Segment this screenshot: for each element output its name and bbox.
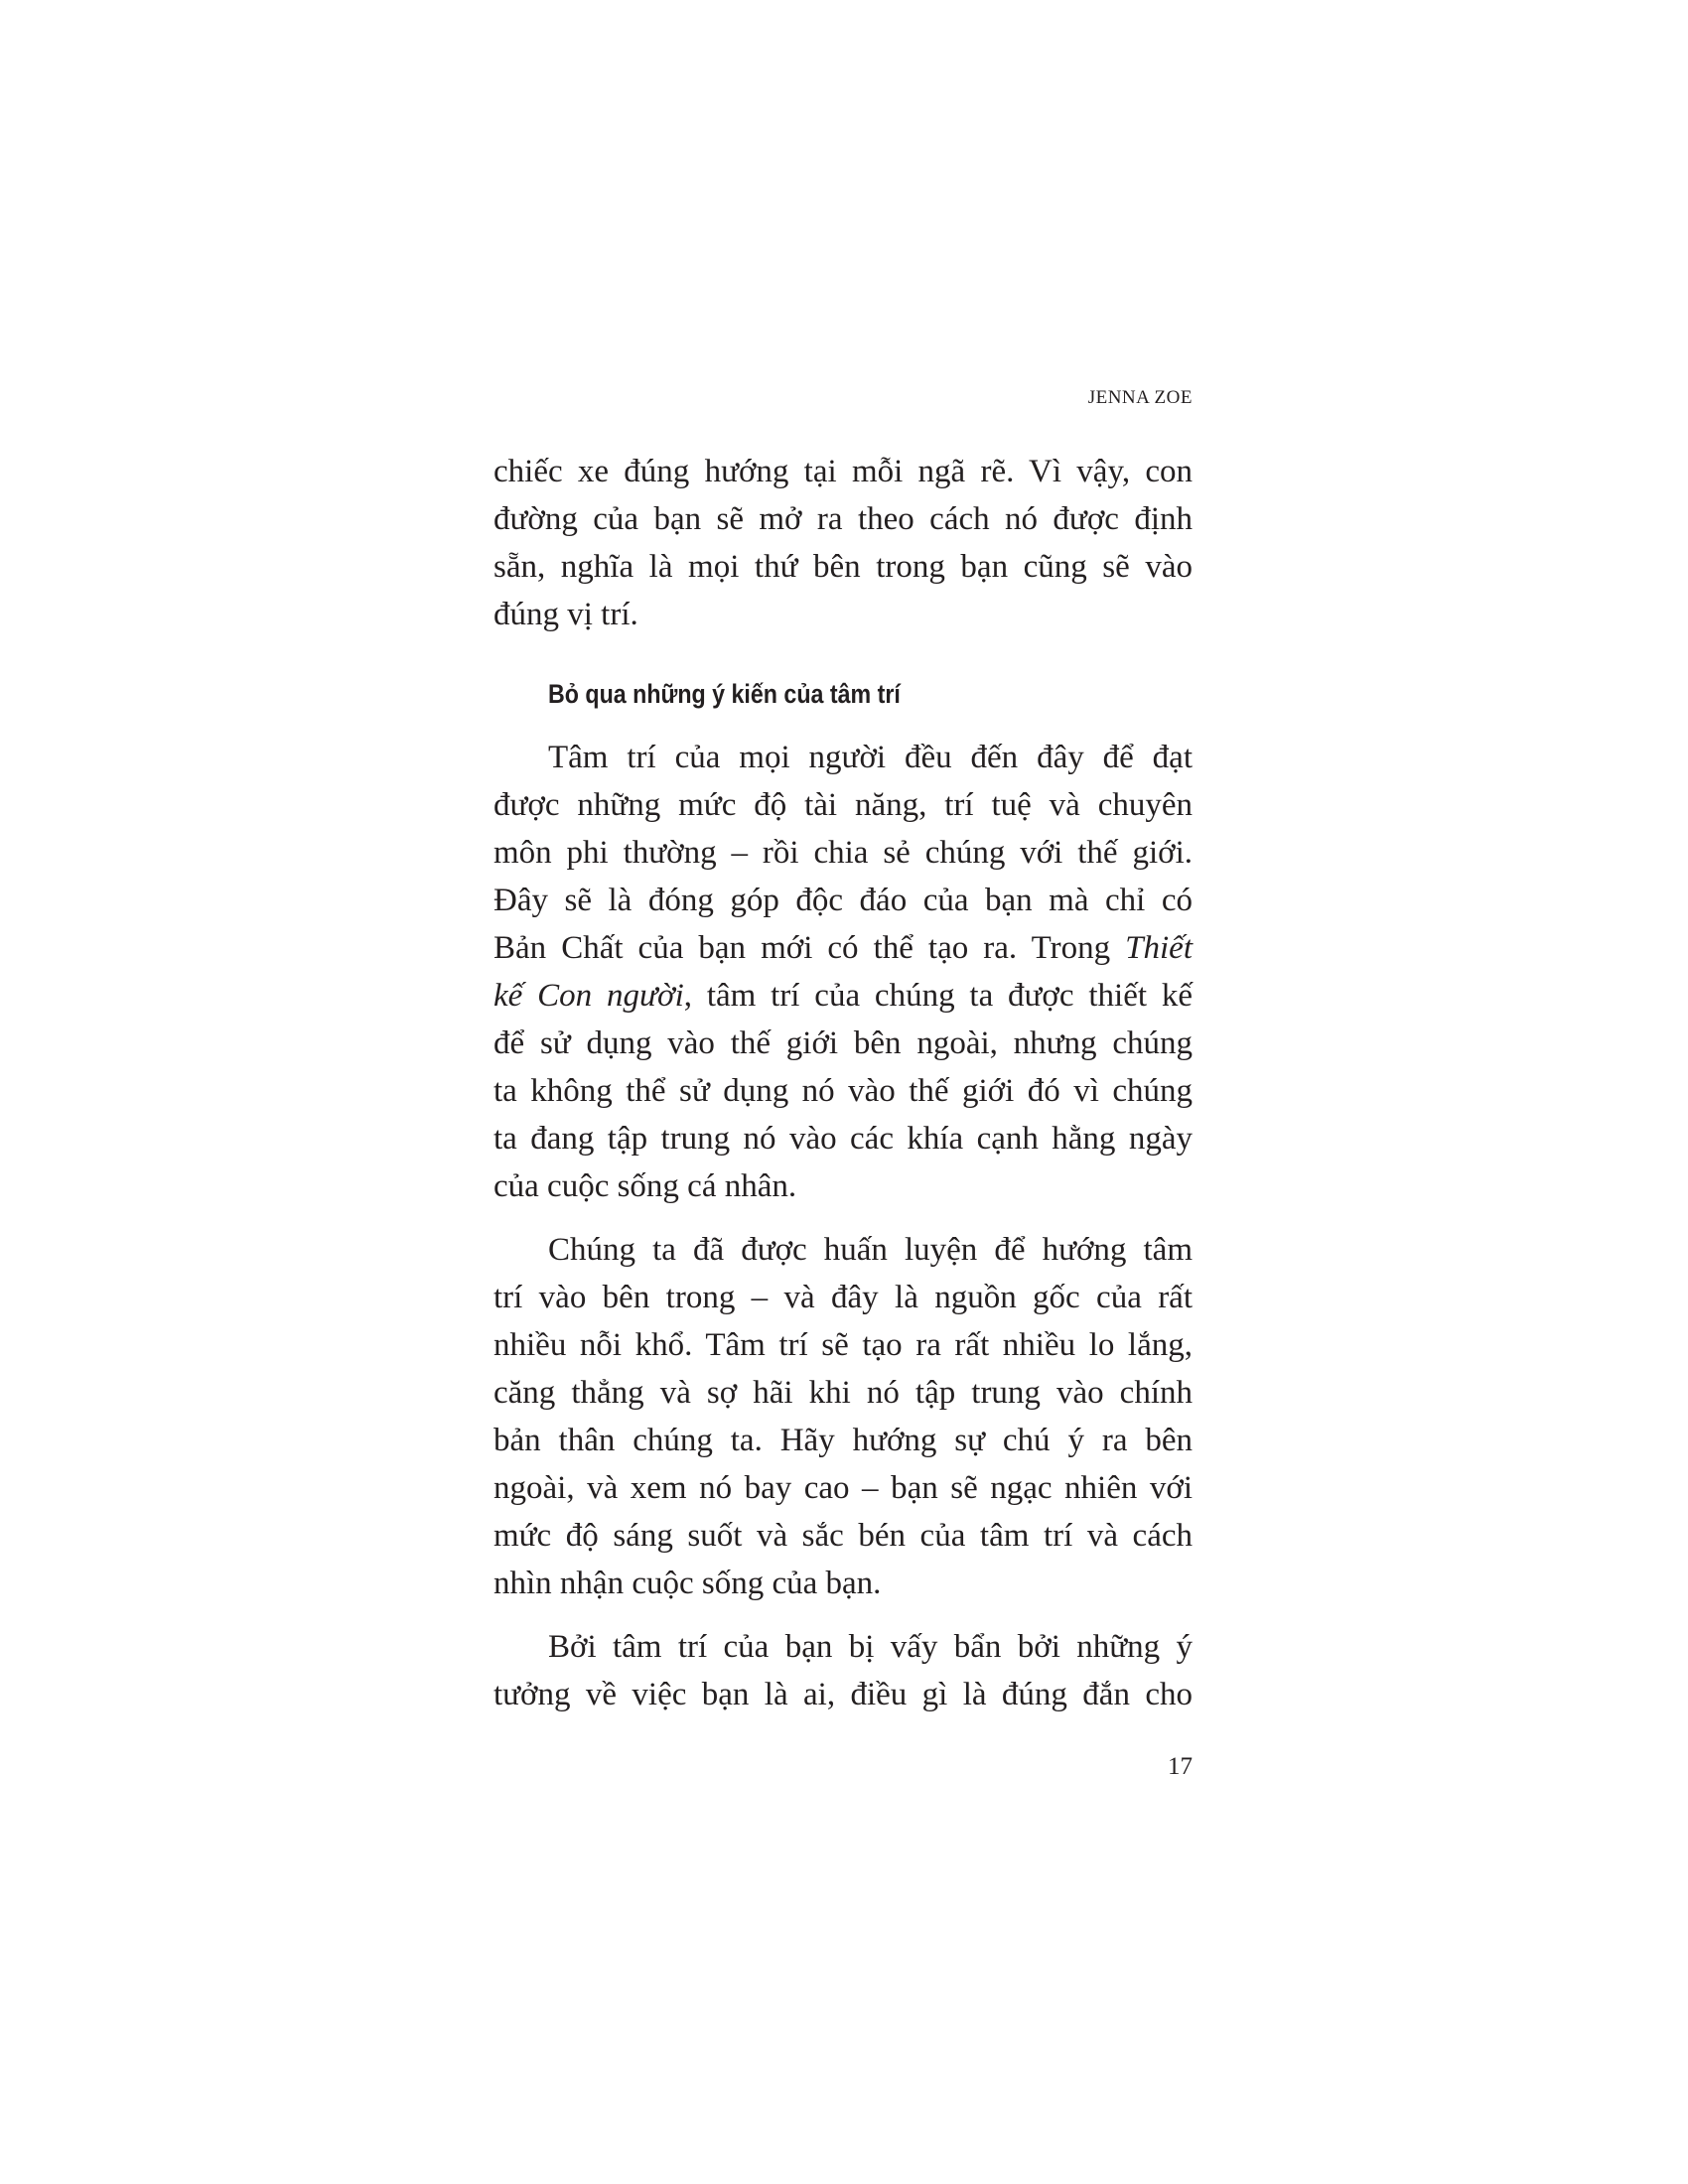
- text-line: [493, 877, 1193, 924]
- italic-title: Thiết: [1125, 930, 1193, 966]
- text-line: [493, 495, 1193, 543]
- text-segment: sẵn, nghĩa là mọi thứ bên trong bạn cũng sẽ vào: [493, 549, 1193, 585]
- text-segment: , tâm trí của chúng ta được thiết kế: [683, 978, 1193, 1014]
- body-text: [493, 448, 1193, 1734]
- text-line: [493, 1671, 1193, 1718]
- text-segment: của cuộc sống cá nhân.: [493, 1168, 797, 1204]
- text-segment: căng thẳng và sợ hãi khi nó tập trung vào chính: [493, 1375, 1193, 1411]
- text-line: [493, 1274, 1193, 1321]
- text-segment: Đây sẽ là đóng góp độc đáo của bạn mà chỉ có: [493, 883, 1193, 918]
- text-segment: Tâm trí của mọi người đều đến đây để đạt: [548, 740, 1193, 775]
- section-after-heading: [493, 734, 1193, 1718]
- italic-title: kế Con người: [493, 978, 684, 1014]
- text-segment: môn phi thường – rồi chia sẻ chúng với thế giới.: [493, 835, 1193, 871]
- text-line: [493, 1623, 1193, 1671]
- text-segment: tưởng về việc bạn là ai, điều gì là đúng đắn cho: [493, 1677, 1193, 1712]
- text-line: [493, 1162, 1193, 1210]
- text-line: [493, 829, 1193, 877]
- paragraph: [493, 734, 1193, 1210]
- text-line: [493, 1512, 1193, 1560]
- text-segment: nhìn nhận cuộc sống của bạn.: [493, 1566, 882, 1601]
- text-line: [493, 1321, 1193, 1369]
- paragraph: [493, 1623, 1193, 1718]
- text-line: [493, 1369, 1193, 1417]
- text-line: [493, 1464, 1193, 1512]
- text-segment: bản thân chúng ta. Hãy hướng sự chú ý ra bên: [493, 1423, 1193, 1458]
- text-line: [493, 591, 1193, 638]
- section-heading: Bỏ qua những ý kiến của tâm trí: [548, 679, 901, 709]
- text-segment: ta đang tập trung nó vào các khía cạnh hằng ngày: [493, 1121, 1193, 1157]
- text-segment: ngoài, và xem nó bay cao – bạn sẽ ngạc nhiên với: [493, 1470, 1193, 1506]
- text-segment: Chúng ta đã được huấn luyện để hướng tâm: [548, 1232, 1193, 1268]
- text-segment: Bản Chất của bạn mới có thể tạo ra. Trong: [493, 930, 1126, 966]
- text-segment: Bởi tâm trí của bạn bị vấy bẩn bởi những ý: [548, 1629, 1193, 1665]
- paragraph: [493, 1226, 1193, 1607]
- text-line: [493, 734, 1193, 781]
- text-segment: trí vào bên trong – và đây là nguồn gốc của rất: [493, 1280, 1193, 1315]
- text-line: [493, 1417, 1193, 1464]
- running-head-author: JENNA ZOE: [1087, 387, 1193, 408]
- text-segment: đúng vị trí.: [493, 597, 638, 632]
- text-segment: được những mức độ tài năng, trí tuệ và chuyên: [493, 787, 1193, 823]
- text-segment: mức độ sáng suốt và sắc bén của tâm trí và cách: [493, 1518, 1193, 1554]
- text-line: [493, 924, 1193, 972]
- text-line: [493, 781, 1193, 829]
- section-before-heading: [493, 448, 1193, 638]
- text-line: [493, 1067, 1193, 1115]
- text-segment: đường của bạn sẽ mở ra theo cách nó được định: [493, 501, 1193, 537]
- text-line: [493, 543, 1193, 591]
- text-line: [493, 1226, 1193, 1274]
- text-line: [493, 448, 1193, 495]
- text-line: [493, 1560, 1193, 1607]
- text-segment: chiếc xe đúng hướng tại mỗi ngã rẽ. Vì vậy, con: [493, 454, 1193, 489]
- text-segment: ta không thể sử dụng nó vào thế giới đó vì chúng: [493, 1073, 1193, 1109]
- text-line: [493, 1115, 1193, 1162]
- text-line: [493, 1020, 1193, 1067]
- text-segment: nhiều nỗi khổ. Tâm trí sẽ tạo ra rất nhiều lo lắng,: [493, 1327, 1193, 1363]
- page-number: 17: [1168, 1753, 1193, 1780]
- text-segment: để sử dụng vào thế giới bên ngoài, nhưng chúng: [493, 1025, 1193, 1061]
- paragraph: [493, 448, 1193, 638]
- text-line: [493, 972, 1193, 1020]
